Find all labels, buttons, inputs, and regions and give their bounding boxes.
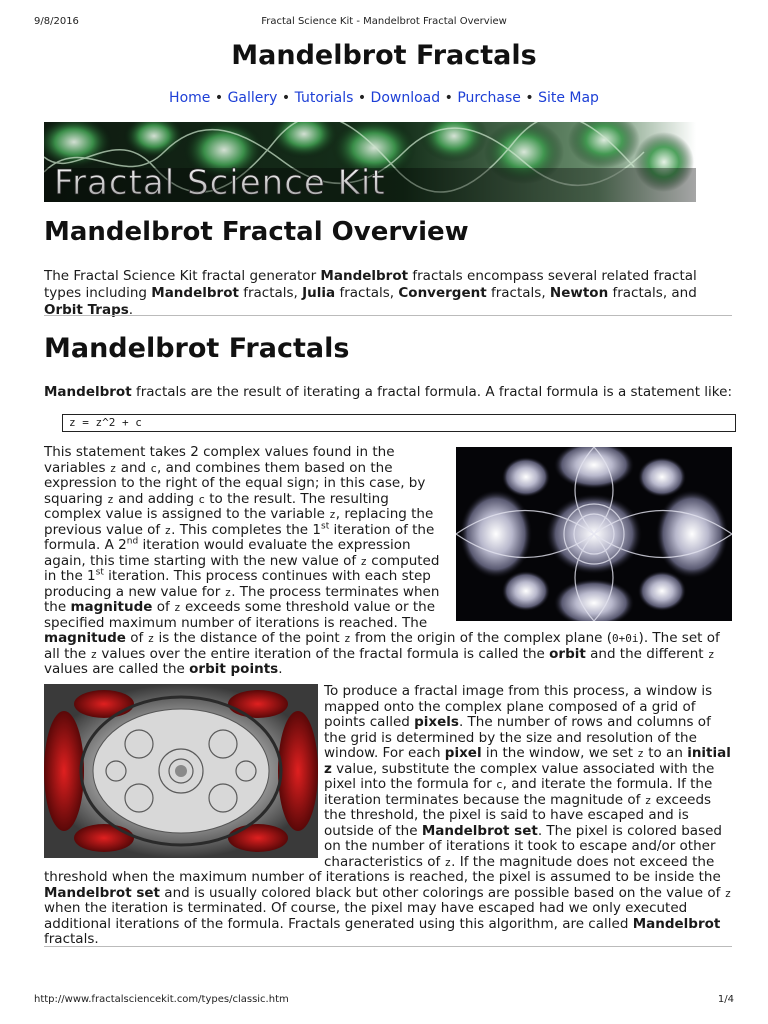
ordinal-suffix: nd <box>126 536 139 547</box>
nav-purchase[interactable]: Purchase <box>457 90 521 106</box>
overview-intro: The Fractal Science Kit fractal generator Mandelbrot fractals encompass several related fractal types including Mandelbrot fractals, Julia fractals, Convergent fractals, Newton fractals, and Orbit Traps. <box>44 268 697 318</box>
site-nav <box>0 90 768 106</box>
nav-site-map[interactable]: Site Map <box>538 90 599 106</box>
nav-gallery[interactable]: Gallery <box>227 90 278 106</box>
code-variable: z <box>637 747 644 760</box>
print-date: 9/8/2016 <box>34 16 79 27</box>
formula-box: z = z^2 + c <box>62 414 736 432</box>
code-variable: c <box>198 492 205 506</box>
overview-heading: Mandelbrot Fractal Overview <box>44 217 469 247</box>
bold-term: orbit <box>549 645 586 662</box>
nav-download[interactable]: Download <box>370 90 441 106</box>
code-variable: z <box>164 523 172 537</box>
section-heading: Mandelbrot Fractals <box>44 333 350 364</box>
banner-title: Fractal Science Kit <box>54 163 386 202</box>
banner-graphic <box>44 122 696 202</box>
code-variable: z <box>90 647 98 661</box>
code-variable: 0+0i <box>612 632 639 645</box>
bold-term: Orbit Traps <box>44 302 129 318</box>
nav-separator: • <box>210 90 228 106</box>
divider <box>44 946 732 947</box>
site-title: Mandelbrot Fractals <box>231 40 537 71</box>
section-para-3-block <box>44 684 732 948</box>
code-variable: z <box>107 492 114 506</box>
code-variable: z <box>644 793 652 807</box>
bold-term: Mandelbrot set <box>44 884 160 901</box>
bold-term: magnitude <box>44 630 126 646</box>
bold-term: initial z <box>324 745 731 777</box>
code-variable: z <box>224 585 232 599</box>
nav-separator: • <box>353 90 371 106</box>
fractal-image-silver <box>456 447 732 621</box>
bold-term: Mandelbrot <box>632 915 721 932</box>
bold-term: Mandelbrot <box>320 268 409 284</box>
bold-term: pixels <box>414 714 459 730</box>
bold-term: Newton <box>549 285 609 301</box>
section-para-2: This statement takes 2 complex values found in the variables z and c, and combines them based on the expression to the right of the equal sign; in this case, by squaring z and adding c to the result. The resulting complex value is assigned to the variable z, replacing the previous value of z. This completes the 1st iteration of the formula. A 2nd iteration would evaluate the expression again, this time starting with the new value of z computed in the 1st iteration. This process continues with each step producing a new value for z. The process terminates when the magnitude of z exceeds some threshold value or the specified maximum number of iterations is reached. The magnitude of z is the distance of the point z from the origin of the complex plane (0+0i). The set of all the z values over the entire iteration of the fractal formula is called the orbit and the different z values are called the orbit points. <box>44 444 720 677</box>
divider <box>44 315 732 316</box>
section-para-1: Mandelbrot fractals are the result of iterating a fractal formula. A fractal formula is a statement like: <box>44 384 732 400</box>
bold-term: orbit points <box>189 661 279 677</box>
print-doc-title: Fractal Science Kit - Mandelbrot Fractal Overview <box>261 16 507 27</box>
ordinal-suffix: st <box>95 567 104 578</box>
print-url: http://www.fractalsciencekit.com/types/classic.htm <box>34 994 289 1005</box>
code-variable: z <box>343 632 351 645</box>
code-variable: z <box>174 601 181 614</box>
bold-term: magnitude <box>70 599 153 615</box>
nav-separator: • <box>277 90 295 106</box>
bold-term: Julia <box>302 285 336 301</box>
section-para-3: To produce a fractal image from this process, a window is mapped onto the complex plane composed of a grid of points called pixels. The number of rows and columns of the grid is determined by the size and resolution of the window. For each pixel in the window, we set z to an initial z value, substitute the complex value associated with the pixel into the formula for c, and iterate the formula. If the iteration terminates because the magnitude of z exceeds the threshold, the pixel is said to have escaped and is outside of the Mandelbrot set. The pixel is colored based on the number of iterations it took to escape and/or other characteristics of z. If the magnitude does not exceed the threshold when the maximum number of iterations is reached, the pixel is assumed to be inside the Mandelbrot set and is usually colored black but other colorings are possible based on the value of z when the iteration is terminated. Of course, the pixel may have escaped had we only executed additional iterations of the formula. Fractals generated using this algorithm, are called Mandelbrot fractals. <box>44 683 732 947</box>
nav-separator: • <box>520 90 539 106</box>
page-number: 1/4 <box>717 994 734 1005</box>
print-footer <box>34 994 734 1008</box>
nav-home[interactable]: Home <box>169 90 211 106</box>
section-para-2-block <box>44 445 732 678</box>
ordinal-suffix: st <box>321 521 330 531</box>
code-variable: c <box>150 461 158 475</box>
bold-term: Mandelbrot <box>151 285 239 301</box>
code-variable: z <box>360 554 367 568</box>
code-variable: c <box>496 778 503 791</box>
fractal-image-red <box>44 684 318 858</box>
bold-term: pixel <box>444 745 482 761</box>
bold-term: Mandelbrot set <box>421 822 538 839</box>
bold-term: Mandelbrot <box>44 384 132 400</box>
code-variable: z <box>444 855 452 869</box>
bold-term: Convergent <box>398 285 487 301</box>
nav-tutorials[interactable]: Tutorials <box>294 90 354 106</box>
code-variable: z <box>329 508 336 521</box>
site-banner <box>44 122 696 202</box>
code-variable: z <box>147 632 155 645</box>
code-variable: z <box>724 886 732 900</box>
nav-separator: • <box>440 90 458 106</box>
code-variable: z <box>109 461 117 475</box>
print-header <box>34 16 734 30</box>
code-variable: z <box>707 647 715 661</box>
